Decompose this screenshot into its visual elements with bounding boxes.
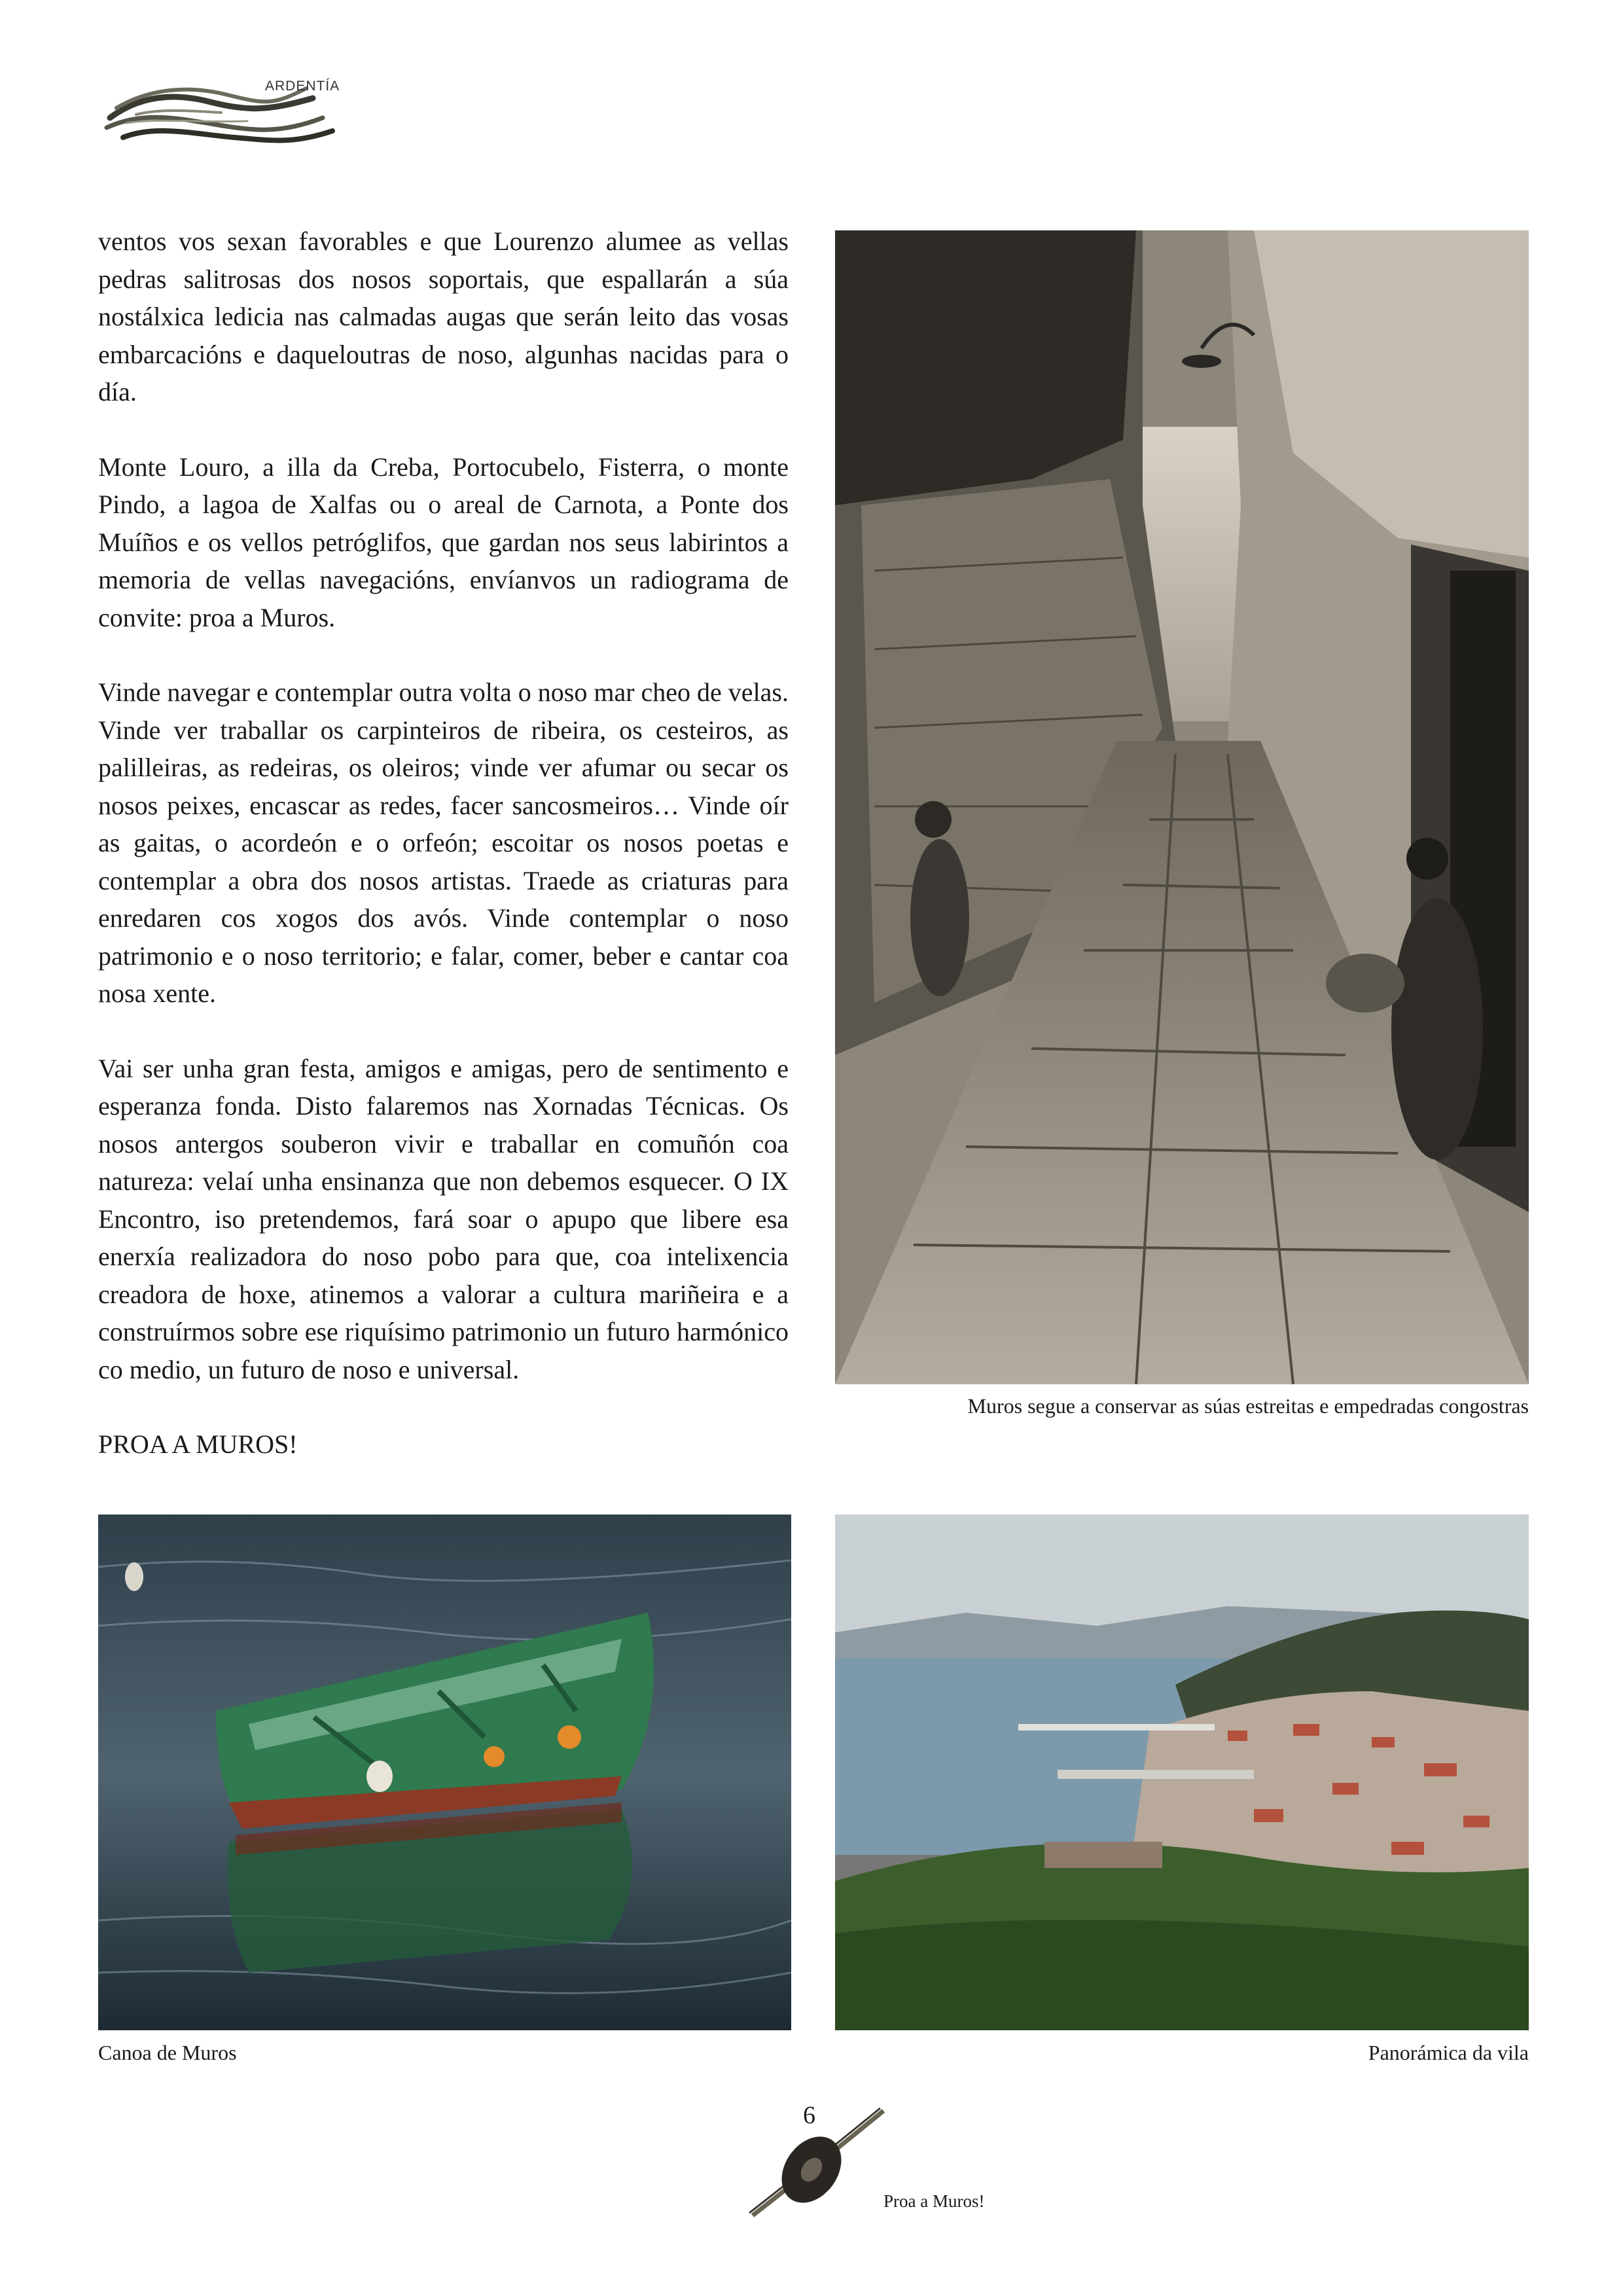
closing-exclamation: PROA A MUROS! [98, 1429, 298, 1459]
canoe-photo [98, 1515, 791, 2030]
paragraph: Vai ser unha gran festa, amigos e amigas, pero de sentimento e esperanza fonda. Disto falaremos nas Xornadas Técnicas. Os nosos antergos souberon vivir e traballar en comuñón coa natureza: velaí unha ensinanza que non debemos esquecer. O IX Encontro, iso pretendemos, fará soar o apupo que libere esa enerxía realizadora do noso pobo para que, coa intelixencia creadora de hoxe, atinemos a valorar a cultura mariñeira e a construírmos sobre ese riquísimo patrimonio un futuro harmónico co medio, un futuro de noso e universal. [98, 1053, 789, 1384]
paragraph: Vinde navegar e contemplar outra volta o noso mar cheo de velas. Vinde ver traballar os carpinteiros de ribeira, os cesteiros, as palilleiras, as redeiras, os oleiros; vinde ver afumar ou secar os nosos peixes, encascar as redes, facer sancosmeiros… Vinde oír as gaitas, o acordeón e o orfeón; escoitar os nosos poetas e contemplar a obra dos nosos artistas. Traede as criaturas para enredaren cos xogos dos avós. Vinde contemplar o noso patrimonio e o noso territorio; e falar, comer, beber e cantar coa nosa xente. [98, 677, 789, 1008]
publication-title: ARDENTÍA [265, 79, 340, 94]
article-text [98, 223, 789, 1463]
page-number: 6 [803, 2102, 815, 2129]
panorama-photo [835, 1515, 1529, 2030]
panorama-photo-caption: Panorámica da vila [1368, 2041, 1529, 2064]
paragraph: Monte Louro, a illa da Creba, Portocubelo, Fisterra, o monte Pindo, a lagoa de Xalfas ou o areal de Carnota, a Ponte dos Muíños e os vellos petróglifos, que gardan nos seus labirintos a memoria de vellas navegacións, envíanvos un radiograma de convite: proa a Muros. [98, 452, 789, 632]
canoe-photo-caption: Canoa de Muros [98, 2041, 237, 2064]
paragraph: ventos vos sexan favorables e que Lourenzo alumee as vellas pedras salitrosas dos nosos soportais, que espallarán a súa nostálxica ledicia nas calmadas augas que serán leito das vosas embarcacións e daqueloutras de noso, algunhas nacidas para o día. [98, 226, 789, 406]
footer-label: Proa a Muros! [883, 2191, 985, 2211]
street-photo [835, 230, 1529, 1384]
street-photo-caption: Muros segue a conservar as súas estreitas e empedradas congostras [967, 1394, 1529, 1418]
